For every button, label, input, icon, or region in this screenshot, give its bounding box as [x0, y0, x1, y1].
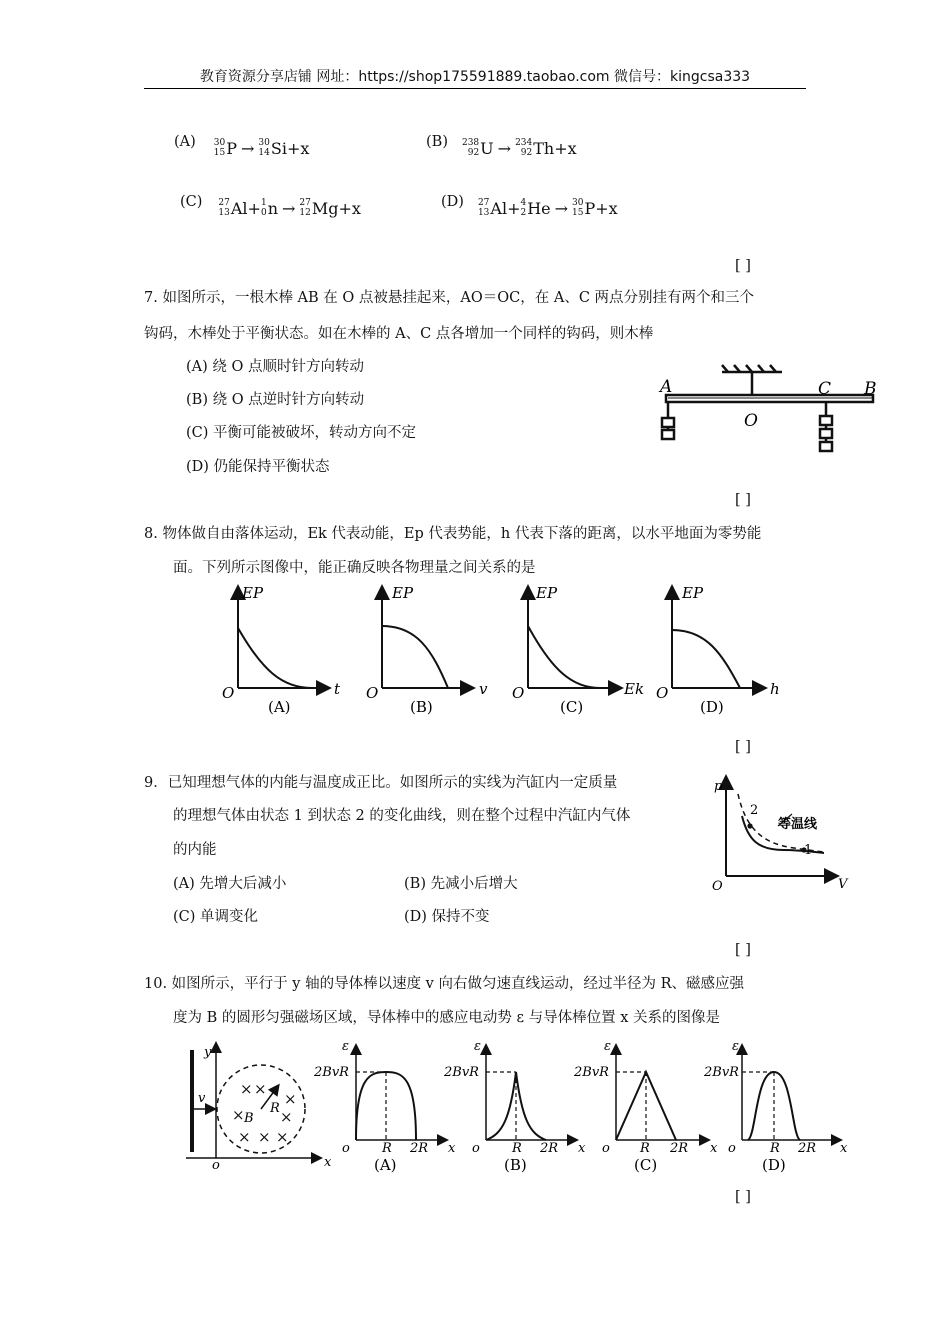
- q8-c-caption: (C): [560, 698, 584, 716]
- q10-d-peak: 2BvR: [704, 1065, 739, 1080]
- q8-graph-b: [382, 588, 472, 688]
- q6-option-a[interactable]: (A) 30 15 P → 30 14 Si +x: [174, 134, 310, 158]
- q8-graphs: [212, 580, 802, 720]
- q8-b-origin: O: [366, 684, 379, 702]
- q9-pv-figure: [704, 770, 854, 895]
- q10-d-R: R: [770, 1141, 780, 1156]
- q10-d-o: o: [728, 1141, 736, 1156]
- q10-field-v: v: [198, 1091, 206, 1106]
- q8-c-origin: O: [512, 684, 525, 702]
- q9-answer-bracket[interactable]: [ ]: [735, 942, 751, 958]
- q9-stem-line3: 的内能: [173, 842, 217, 858]
- q6-d-label: (D): [441, 194, 464, 210]
- q8-d-ylabel: EP: [682, 584, 704, 602]
- q9-ylabel: p: [714, 779, 723, 794]
- q10-a-2R: 2R: [410, 1141, 429, 1156]
- q9-xlabel: V: [838, 877, 848, 892]
- svg-text:×: ×: [280, 1108, 293, 1126]
- q9-origin: O: [712, 879, 723, 894]
- q8-a-xlabel: t: [334, 680, 341, 698]
- q6-option-d[interactable]: (D) 27 13 Al + 4 2 He → 30 15 P +x: [441, 194, 618, 218]
- q10-graph-d: [742, 1046, 840, 1140]
- q10-b-x: x: [578, 1141, 586, 1156]
- svg-text:×: ×: [232, 1106, 245, 1124]
- q9-option-c[interactable]: (C) 单调变化: [173, 909, 259, 925]
- q10-graph-c: [616, 1046, 708, 1140]
- q10-a-R: R: [382, 1141, 392, 1156]
- q8-stem-line1: 8. 物体做自由落体运动，Ek 代表动能，Ep 代表势能，h 代表下落的距离，以水平地面为零势能: [144, 526, 762, 542]
- q10-b-eps: ε: [474, 1039, 481, 1054]
- q10-stem-line2: 度为 B 的圆形匀强磁场区域，导体棒中的感应电动势 ε 与导体棒位置 x 关系的图像是: [173, 1010, 720, 1026]
- q10-graph-b: [486, 1046, 576, 1140]
- q10-field-x: x: [324, 1155, 332, 1170]
- q8-graph-c: [528, 588, 620, 688]
- q8-d-caption: (D): [700, 698, 724, 716]
- q10-a-eps: ε: [342, 1039, 349, 1054]
- q9-option-b[interactable]: (B) 先减小后增大: [404, 876, 518, 892]
- q7-stem-line2: 钩码，木棒处于平衡状态。如在木棒的 A、C 点各增加一个同样的钩码，则木棒: [144, 326, 654, 342]
- q6-c-label: (C): [180, 194, 203, 210]
- q7-option-c[interactable]: (C) 平衡可能被破坏，转动方向不定: [186, 425, 417, 441]
- q10-b-o: o: [472, 1141, 480, 1156]
- q10-answer-bracket[interactable]: [ ]: [735, 1189, 751, 1205]
- svg-text:×: ×: [284, 1090, 297, 1108]
- q9-option-a[interactable]: (A) 先增大后减小: [173, 876, 287, 892]
- q10-c-R: R: [640, 1141, 650, 1156]
- q10-graph-a: [356, 1046, 446, 1140]
- q9-stem-line1: 9．已知理想气体的内能与温度成正比。如图所示的实线为汽缸内一定质量: [144, 775, 618, 791]
- page-header: 教育资源分享店铺 网址：https://shop175591889.taobao.com 微信号：kingcsa333: [199, 69, 751, 85]
- q9-state2-dot: [747, 823, 752, 828]
- q10-a-peak: 2BvR: [314, 1065, 349, 1080]
- q7-label-b: B: [864, 379, 877, 399]
- q10-a-o: o: [342, 1141, 350, 1156]
- svg-text:×: ×: [258, 1128, 271, 1146]
- q10-field-y: y: [204, 1045, 212, 1060]
- header-rule: [144, 88, 806, 89]
- q10-d-eps: ε: [732, 1039, 739, 1054]
- q8-b-ylabel: EP: [392, 584, 414, 602]
- q8-a-ylabel: EP: [242, 584, 264, 602]
- q10-d-x: x: [840, 1141, 848, 1156]
- q8-answer-bracket[interactable]: [ ]: [735, 739, 751, 755]
- q10-b-2R: 2R: [540, 1141, 559, 1156]
- q7-option-d[interactable]: (D) 仍能保持平衡状态: [186, 459, 330, 475]
- q8-c-xlabel: Ek: [624, 680, 645, 698]
- q6-option-b[interactable]: (B) 238 92 U → 234 92 Th +x: [426, 134, 577, 158]
- q10-c-peak: 2BvR: [574, 1065, 609, 1080]
- q8-b-caption: (B): [410, 698, 433, 716]
- q7-lever-figure: [650, 362, 882, 466]
- svg-text:×: ×: [254, 1080, 267, 1098]
- q8-a-origin: O: [222, 684, 235, 702]
- q8-c-ylabel: EP: [536, 584, 558, 602]
- q9-state2-label: 2: [750, 803, 759, 818]
- q7-label-a: A: [660, 377, 673, 397]
- q6-a-label: (A): [174, 134, 196, 150]
- q10-c-x: x: [710, 1141, 718, 1156]
- q10-c-o: o: [602, 1141, 610, 1156]
- q7-option-a[interactable]: (A) 绕 O 点顺时针方向转动: [186, 359, 364, 375]
- q6-b-label: (B): [426, 134, 448, 150]
- q10-a-caption: (A): [374, 1156, 397, 1174]
- q10-c-2R: 2R: [670, 1141, 689, 1156]
- q10-c-eps: ε: [604, 1039, 611, 1054]
- q10-a-x: x: [448, 1141, 456, 1156]
- svg-text:×: ×: [240, 1080, 253, 1098]
- q10-field-o: o: [212, 1158, 220, 1173]
- q7-label-c: C: [818, 379, 832, 399]
- q9-isotherm-label: 等温线: [778, 817, 818, 832]
- q9-stem-line2: 的理想气体由状态 1 到状态 2 的变化曲线，则在整个过程中汽缸内气体: [173, 808, 631, 824]
- q10-figures: [180, 1036, 860, 1178]
- q7-stem-line1: 7. 如图所示，一根木棒 AB 在 O 点被悬挂起来，AO＝OC，在 A、C 两点分别挂有两个和三个: [144, 290, 755, 306]
- q10-d-caption: (D): [762, 1156, 786, 1174]
- q10-d-2R: 2R: [798, 1141, 817, 1156]
- q8-stem-line2: 面。下列所示图像中，能正确反映各物理量之间关系的是: [173, 560, 536, 576]
- q10-stem-line1: 10. 如图所示，平行于 y 轴的导体棒以速度 v 向右做匀速直线运动，经过半径为 R、磁感应强: [144, 976, 745, 992]
- q7-answer-bracket[interactable]: [ ]: [735, 492, 751, 508]
- q8-d-xlabel: h: [770, 680, 780, 698]
- q6-answer-bracket[interactable]: [ ]: [735, 258, 751, 274]
- q7-option-b[interactable]: (B) 绕 O 点逆时针方向转动: [186, 392, 365, 408]
- q6-option-c[interactable]: (C) 27 13 Al + 1 0 n → 27 12 Mg +x: [180, 194, 361, 218]
- q8-b-xlabel: v: [479, 680, 488, 698]
- q10-b-R: R: [512, 1141, 522, 1156]
- q8-d-origin: O: [656, 684, 669, 702]
- q10-c-caption: (C): [634, 1156, 658, 1174]
- q10-field-R: R: [270, 1101, 280, 1116]
- q9-option-d[interactable]: (D) 保持不变: [404, 909, 490, 925]
- q8-graph-d: [672, 588, 764, 688]
- svg-text:×: ×: [238, 1128, 251, 1146]
- q7-label-o: O: [744, 411, 758, 431]
- q10-field-B: B: [244, 1111, 254, 1126]
- q10-b-peak: 2BvR: [444, 1065, 479, 1080]
- q8-a-caption: (A): [268, 698, 291, 716]
- q10-field-figure: [186, 1044, 320, 1158]
- q10-b-caption: (B): [504, 1156, 527, 1174]
- q10-field-crosses: [232, 1080, 297, 1146]
- q8-graph-a: [238, 588, 328, 688]
- svg-text:×: ×: [276, 1128, 289, 1146]
- q9-state1-label: 1: [804, 843, 813, 858]
